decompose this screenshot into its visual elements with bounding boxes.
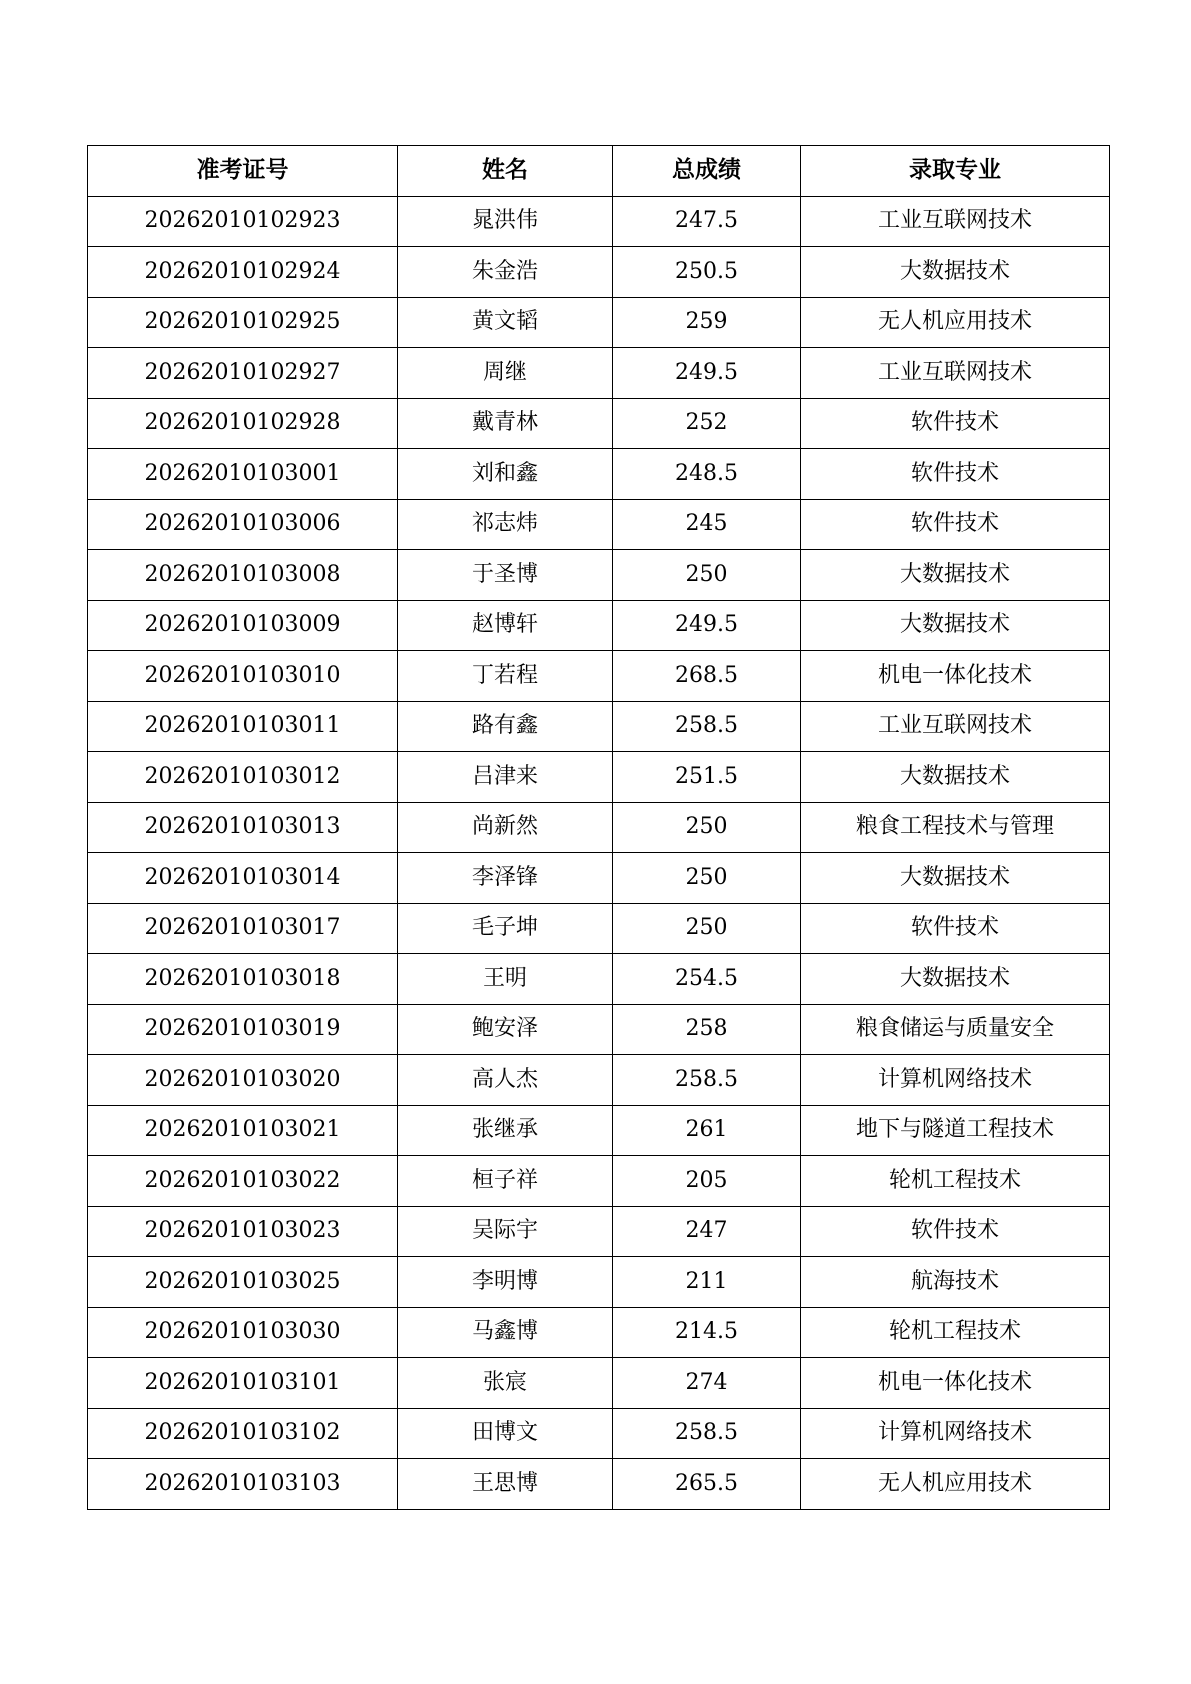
cell-exam-id: 20262010103012 [88, 752, 398, 803]
cell-score: 258.5 [613, 1055, 801, 1106]
table-row [88, 196, 1110, 247]
cell-score: 259 [613, 297, 801, 348]
table-row [88, 550, 1110, 601]
cell-exam-id: 20262010103010 [88, 651, 398, 702]
cell-name: 周继 [398, 348, 613, 399]
cell-major: 大数据技术 [801, 752, 1110, 803]
cell-major: 大数据技术 [801, 600, 1110, 651]
cell-score: 247.5 [613, 196, 801, 247]
table-body [88, 196, 1110, 1509]
header-row [88, 146, 1110, 197]
table-row [88, 600, 1110, 651]
cell-exam-id: 20262010103018 [88, 954, 398, 1005]
cell-name: 王思博 [398, 1459, 613, 1510]
cell-name: 鲍安泽 [398, 1004, 613, 1055]
cell-score: 247 [613, 1206, 801, 1257]
cell-name: 黄文韬 [398, 297, 613, 348]
table-row [88, 903, 1110, 954]
table-row [88, 1055, 1110, 1106]
cell-exam-id: 20262010103025 [88, 1257, 398, 1308]
cell-score: 254.5 [613, 954, 801, 1005]
cell-major: 航海技术 [801, 1257, 1110, 1308]
cell-major: 工业互联网技术 [801, 701, 1110, 752]
cell-major: 工业互联网技术 [801, 348, 1110, 399]
cell-score: 268.5 [613, 651, 801, 702]
table-row [88, 752, 1110, 803]
table-row [88, 1156, 1110, 1207]
cell-exam-id: 20262010103021 [88, 1105, 398, 1156]
cell-major: 软件技术 [801, 499, 1110, 550]
table-row [88, 954, 1110, 1005]
cell-score: 258 [613, 1004, 801, 1055]
cell-exam-id: 20262010103017 [88, 903, 398, 954]
cell-major: 软件技术 [801, 398, 1110, 449]
cell-name: 朱金浩 [398, 247, 613, 298]
cell-name: 李泽锋 [398, 853, 613, 904]
cell-exam-id: 20262010102927 [88, 348, 398, 399]
cell-score: 205 [613, 1156, 801, 1207]
cell-major: 软件技术 [801, 903, 1110, 954]
table-row [88, 853, 1110, 904]
cell-score: 250 [613, 802, 801, 853]
cell-major: 大数据技术 [801, 853, 1110, 904]
cell-name: 桓子祥 [398, 1156, 613, 1207]
table-row [88, 1358, 1110, 1409]
table-row [88, 701, 1110, 752]
cell-major: 计算机网络技术 [801, 1055, 1110, 1106]
cell-score: 245 [613, 499, 801, 550]
cell-name: 吴际宇 [398, 1206, 613, 1257]
table-header [88, 146, 1110, 197]
cell-score: 258.5 [613, 701, 801, 752]
cell-major: 无人机应用技术 [801, 297, 1110, 348]
cell-score: 249.5 [613, 600, 801, 651]
cell-name: 田博文 [398, 1408, 613, 1459]
cell-name: 张继承 [398, 1105, 613, 1156]
cell-exam-id: 20262010103019 [88, 1004, 398, 1055]
cell-score: 250 [613, 903, 801, 954]
table-row [88, 1206, 1110, 1257]
cell-major: 大数据技术 [801, 247, 1110, 298]
cell-name: 王明 [398, 954, 613, 1005]
cell-exam-id: 20262010103103 [88, 1459, 398, 1510]
cell-exam-id: 20262010103009 [88, 600, 398, 651]
table-row [88, 1105, 1110, 1156]
cell-score: 249.5 [613, 348, 801, 399]
cell-major: 计算机网络技术 [801, 1408, 1110, 1459]
table-row [88, 398, 1110, 449]
cell-name: 吕津来 [398, 752, 613, 803]
cell-score: 250.5 [613, 247, 801, 298]
cell-score: 214.5 [613, 1307, 801, 1358]
cell-major: 轮机工程技术 [801, 1156, 1110, 1207]
cell-score: 265.5 [613, 1459, 801, 1510]
cell-major: 粮食工程技术与管理 [801, 802, 1110, 853]
cell-score: 252 [613, 398, 801, 449]
table-row [88, 1307, 1110, 1358]
cell-name: 李明博 [398, 1257, 613, 1308]
cell-score: 211 [613, 1257, 801, 1308]
table-row [88, 802, 1110, 853]
header-score: 总成绩 [613, 146, 801, 197]
cell-exam-id: 20262010103014 [88, 853, 398, 904]
cell-score: 274 [613, 1358, 801, 1409]
cell-exam-id: 20262010102923 [88, 196, 398, 247]
header-exam-id: 准考证号 [88, 146, 398, 197]
cell-exam-id: 20262010103022 [88, 1156, 398, 1207]
header-name: 姓名 [398, 146, 613, 197]
cell-major: 大数据技术 [801, 954, 1110, 1005]
table-row [88, 1257, 1110, 1308]
cell-name: 戴青林 [398, 398, 613, 449]
cell-name: 马鑫博 [398, 1307, 613, 1358]
cell-name: 晁洪伟 [398, 196, 613, 247]
cell-name: 毛子坤 [398, 903, 613, 954]
cell-score: 250 [613, 853, 801, 904]
cell-exam-id: 20262010103006 [88, 499, 398, 550]
cell-score: 261 [613, 1105, 801, 1156]
table-row [88, 297, 1110, 348]
cell-exam-id: 20262010103023 [88, 1206, 398, 1257]
cell-name: 于圣博 [398, 550, 613, 601]
cell-exam-id: 20262010103102 [88, 1408, 398, 1459]
cell-name: 赵博轩 [398, 600, 613, 651]
cell-exam-id: 20262010103011 [88, 701, 398, 752]
cell-name: 路有鑫 [398, 701, 613, 752]
cell-exam-id: 20262010103013 [88, 802, 398, 853]
table-row [88, 651, 1110, 702]
table-row [88, 1004, 1110, 1055]
table-row [88, 1459, 1110, 1510]
table-row [88, 247, 1110, 298]
cell-exam-id: 20262010102928 [88, 398, 398, 449]
cell-score: 248.5 [613, 449, 801, 500]
cell-score: 251.5 [613, 752, 801, 803]
cell-major: 地下与隧道工程技术 [801, 1105, 1110, 1156]
cell-name: 高人杰 [398, 1055, 613, 1106]
cell-major: 粮食储运与质量安全 [801, 1004, 1110, 1055]
table-row [88, 1408, 1110, 1459]
cell-major: 轮机工程技术 [801, 1307, 1110, 1358]
cell-exam-id: 20262010103008 [88, 550, 398, 601]
cell-exam-id: 20262010103030 [88, 1307, 398, 1358]
cell-name: 张宸 [398, 1358, 613, 1409]
header-major: 录取专业 [801, 146, 1110, 197]
cell-major: 机电一体化技术 [801, 651, 1110, 702]
cell-major: 软件技术 [801, 1206, 1110, 1257]
cell-exam-id: 20262010102925 [88, 297, 398, 348]
cell-score: 250 [613, 550, 801, 601]
cell-name: 尚新然 [398, 802, 613, 853]
admission-results-table [87, 145, 1110, 1510]
table-row [88, 499, 1110, 550]
cell-major: 机电一体化技术 [801, 1358, 1110, 1409]
cell-name: 刘和鑫 [398, 449, 613, 500]
cell-exam-id: 20262010103020 [88, 1055, 398, 1106]
cell-major: 无人机应用技术 [801, 1459, 1110, 1510]
cell-major: 工业互联网技术 [801, 196, 1110, 247]
cell-major: 软件技术 [801, 449, 1110, 500]
cell-major: 大数据技术 [801, 550, 1110, 601]
cell-name: 丁若程 [398, 651, 613, 702]
table-row [88, 449, 1110, 500]
cell-score: 258.5 [613, 1408, 801, 1459]
cell-exam-id: 20262010103101 [88, 1358, 398, 1409]
table-row [88, 348, 1110, 399]
cell-name: 祁志炜 [398, 499, 613, 550]
cell-exam-id: 20262010103001 [88, 449, 398, 500]
cell-exam-id: 20262010102924 [88, 247, 398, 298]
